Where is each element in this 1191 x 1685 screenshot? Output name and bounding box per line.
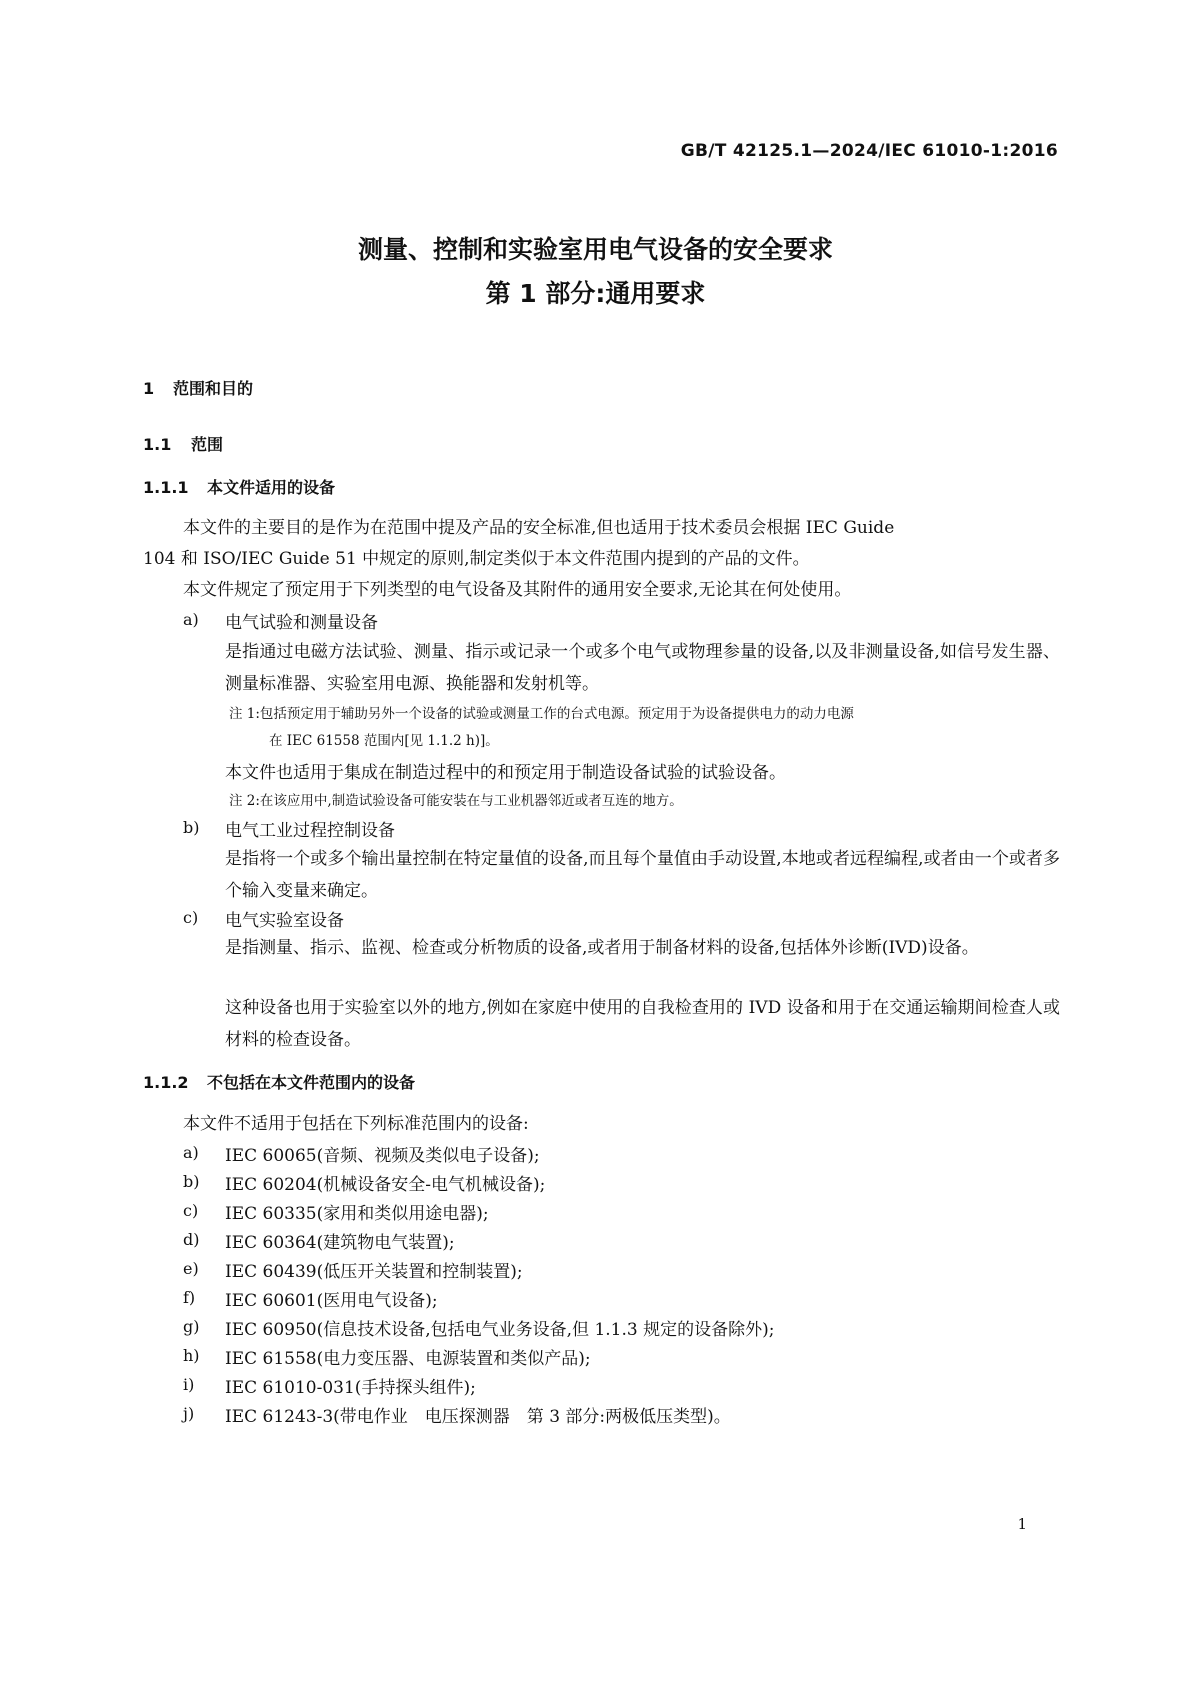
list-item: IEC 60439(低压开关装置和控制装置); xyxy=(225,1262,523,1282)
document-title: 测量、控制和实验室用电气设备的安全要求 xyxy=(357,235,833,264)
page-number: 1 xyxy=(1017,1515,1027,1533)
section-1-heading xyxy=(143,376,253,399)
list-label: e) xyxy=(183,1259,199,1278)
list-item: IEC 60065(音频、视频及类似电子设备); xyxy=(225,1146,540,1166)
section-1-1-heading xyxy=(143,432,223,455)
section-1-1-1-heading xyxy=(143,475,335,498)
list-label: j) xyxy=(183,1404,195,1423)
section-1-1-2-heading xyxy=(143,1070,415,1093)
paragraph-1-line-1: 本文件的主要目的是作为在范围中提及产品的安全标准,但也适用于技术委员会根据 IEC Guide xyxy=(183,518,895,538)
list-label: h) xyxy=(183,1346,200,1365)
item-c-text-2: 这种设备也用于实验室以外的地方,例如在家庭中使用的自我检查用的 IVD 设备和用于在交通运输期间检查人或材料的检查设备。 xyxy=(225,998,1060,1050)
list-item: IEC 61243-3(带电作业 电压探测器 第 3 部分:两极低压类型)。 xyxy=(225,1407,731,1427)
list-label-b: b) xyxy=(183,818,200,837)
list-label: g) xyxy=(183,1317,200,1336)
list-label: f) xyxy=(183,1288,196,1307)
list-label-a: a) xyxy=(183,610,199,629)
list-item: IEC 61558(电力变压器、电源装置和类似产品); xyxy=(225,1349,591,1369)
section-title: 本文件适用的设备 xyxy=(207,478,336,497)
list-item: IEC 60950(信息技术设备,包括电气业务设备,但 1.1.3 规定的设备除外); xyxy=(225,1320,775,1340)
paragraph-1-line-2: 104 和 ISO/IEC Guide 51 中规定的原则,制定类似于本文件范围内提到的产品的文件。 xyxy=(143,549,810,569)
paragraph-2: 本文件规定了预定用于下列类型的电气设备及其附件的通用安全要求,无论其在何处使用。 xyxy=(183,580,852,600)
note-1-line-2: 在 IEC 61558 范围内[见 1.1.2 h)]。 xyxy=(269,733,499,749)
list-item: IEC 60204(机械设备安全-电气机械设备); xyxy=(225,1175,546,1195)
section-title: 范围 xyxy=(191,435,224,454)
section-title: 不包括在本文件范围内的设备 xyxy=(207,1073,416,1092)
item-a-title: 电气试验和测量设备 xyxy=(225,613,378,633)
item-a-text: 是指通过电磁方法试验、测量、指示或记录一个或多个电气或物理参量的设备,以及非测量设备,如信号发生器、测量标准器、实验室用电源、换能器和发射机等。 xyxy=(225,642,1060,694)
list-label: d) xyxy=(183,1230,200,1249)
list-label: a) xyxy=(183,1143,199,1162)
document-subtitle: 第 1 部分:通用要求 xyxy=(485,279,706,308)
note-1-line-1: 注 1:包括预定用于辅助另外一个设备的试验或测量工作的台式电源。预定用于为设备提供电力的动力电源 xyxy=(229,706,854,722)
list-label: c) xyxy=(183,1201,199,1220)
list-item: IEC 61010-031(手持探头组件); xyxy=(225,1378,476,1398)
item-a-extra: 本文件也适用于集成在制造过程中的和预定用于制造设备试验的试验设备。 xyxy=(225,763,786,783)
item-b-title: 电气工业过程控制设备 xyxy=(225,821,395,841)
item-c-title: 电气实验室设备 xyxy=(225,911,344,931)
list-label-c: c) xyxy=(183,908,199,927)
item-c-text-1: 是指测量、指示、监视、检查或分析物质的设备,或者用于制备材料的设备,包括体外诊断(IVD)设备。 xyxy=(225,938,979,958)
list-label: b) xyxy=(183,1172,200,1191)
list-item: IEC 60364(建筑物电气装置); xyxy=(225,1233,455,1253)
list-item: IEC 60601(医用电气设备); xyxy=(225,1291,438,1311)
standard-number-header: GB/T 42125.1—2024/IEC 61010-1:2016 xyxy=(680,141,1058,161)
section-number: 1.1.2 xyxy=(143,1073,189,1092)
section-number: 1.1.1 xyxy=(143,478,189,497)
exclusions-intro: 本文件不适用于包括在下列标准范围内的设备: xyxy=(183,1114,529,1134)
note-2: 注 2:在该应用中,制造试验设备可能安装在与工业机器邻近或者互连的地方。 xyxy=(229,793,683,809)
list-item: IEC 60335(家用和类似用途电器); xyxy=(225,1204,489,1224)
section-number: 1 xyxy=(143,379,155,398)
item-b-text: 是指将一个或多个输出量控制在特定量值的设备,而且每个量值由手动设置,本地或者远程编程,或者由一个或者多个输入变量来确定。 xyxy=(225,849,1060,901)
list-label: i) xyxy=(183,1375,195,1394)
section-number: 1.1 xyxy=(143,435,172,454)
section-title: 范围和目的 xyxy=(173,379,254,398)
